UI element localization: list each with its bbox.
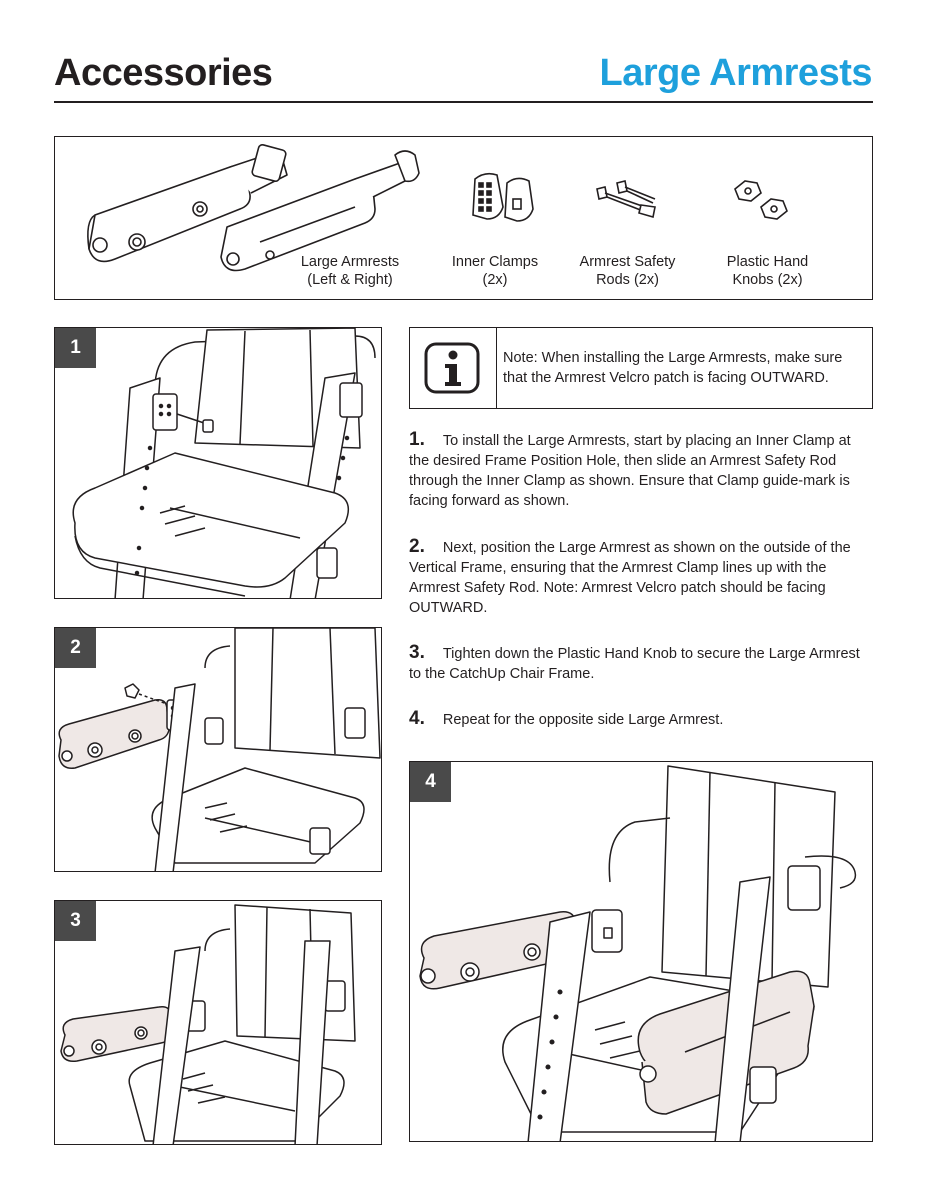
accessory-inner-clamps: Inner Clamps (2x) <box>451 254 539 288</box>
info-icon <box>410 328 496 408</box>
step-4-figure <box>409 761 873 1142</box>
instruction-2-text: Next, position the Large Armrest as shown on the outside of the Vertical Frame, ensuring that the Armrest Clamp lines up with the Armrest Safety Rod. Note: Armrest Velcro patch should be facing OUTWARD. <box>409 540 851 616</box>
note-icon-cell <box>410 328 497 408</box>
instruction-2 <box>409 537 873 618</box>
instruction-2-number: 2. <box>409 536 425 557</box>
header-rule <box>54 101 873 103</box>
step-4-illustration <box>410 762 873 1142</box>
accessory-safety-rods: Armrest Safety Rods (2x) <box>579 254 676 288</box>
step-2-figure <box>54 627 382 872</box>
step-1-badge: 1 <box>55 328 96 368</box>
note-text: Note: When installing the Large Armrests, make sure that the Armrest Velcro patch is facing OUTWARD. <box>503 350 843 386</box>
instruction-1-number: 1. <box>409 429 425 450</box>
step-2-badge: 2 <box>55 628 96 668</box>
step-1-illustration <box>55 328 382 599</box>
page-title: Large Armrests <box>599 52 872 94</box>
instruction-4-number: 4. <box>409 708 425 729</box>
accessory-large-armrests: Large Armrests (Left & Right) <box>300 254 400 288</box>
note-box <box>409 327 873 409</box>
step-2-illustration <box>55 628 382 872</box>
accessories-panel <box>54 136 873 300</box>
instruction-3 <box>409 643 873 684</box>
instruction-4-text: Repeat for the opposite side Large Armrest. <box>442 712 724 728</box>
step-1-figure <box>54 327 382 599</box>
section-title: Accessories <box>54 52 273 94</box>
step-4-badge: 4 <box>410 762 451 802</box>
accessory-hand-knobs: Plastic Hand Knobs (2x) <box>726 254 809 288</box>
instruction-3-number: 3. <box>409 642 425 663</box>
step-3-illustration <box>55 901 382 1145</box>
instruction-3-text: Tighten down the Plastic Hand Knob to secure the Large Armrest to the CatchUp Chair Frame. <box>409 646 860 682</box>
step-3-badge: 3 <box>55 901 96 941</box>
instruction-1-text: To install the Large Armrests, start by placing an Inner Clamp at the desired Frame Position Hole, then slide an Armrest Safety Rod through the Inner Clamp as shown. Ensure that Clamp guide-mark is facing forward as shown. <box>409 433 851 509</box>
instruction-4 <box>409 709 873 730</box>
instruction-1 <box>409 430 873 511</box>
step-3-figure <box>54 900 382 1145</box>
